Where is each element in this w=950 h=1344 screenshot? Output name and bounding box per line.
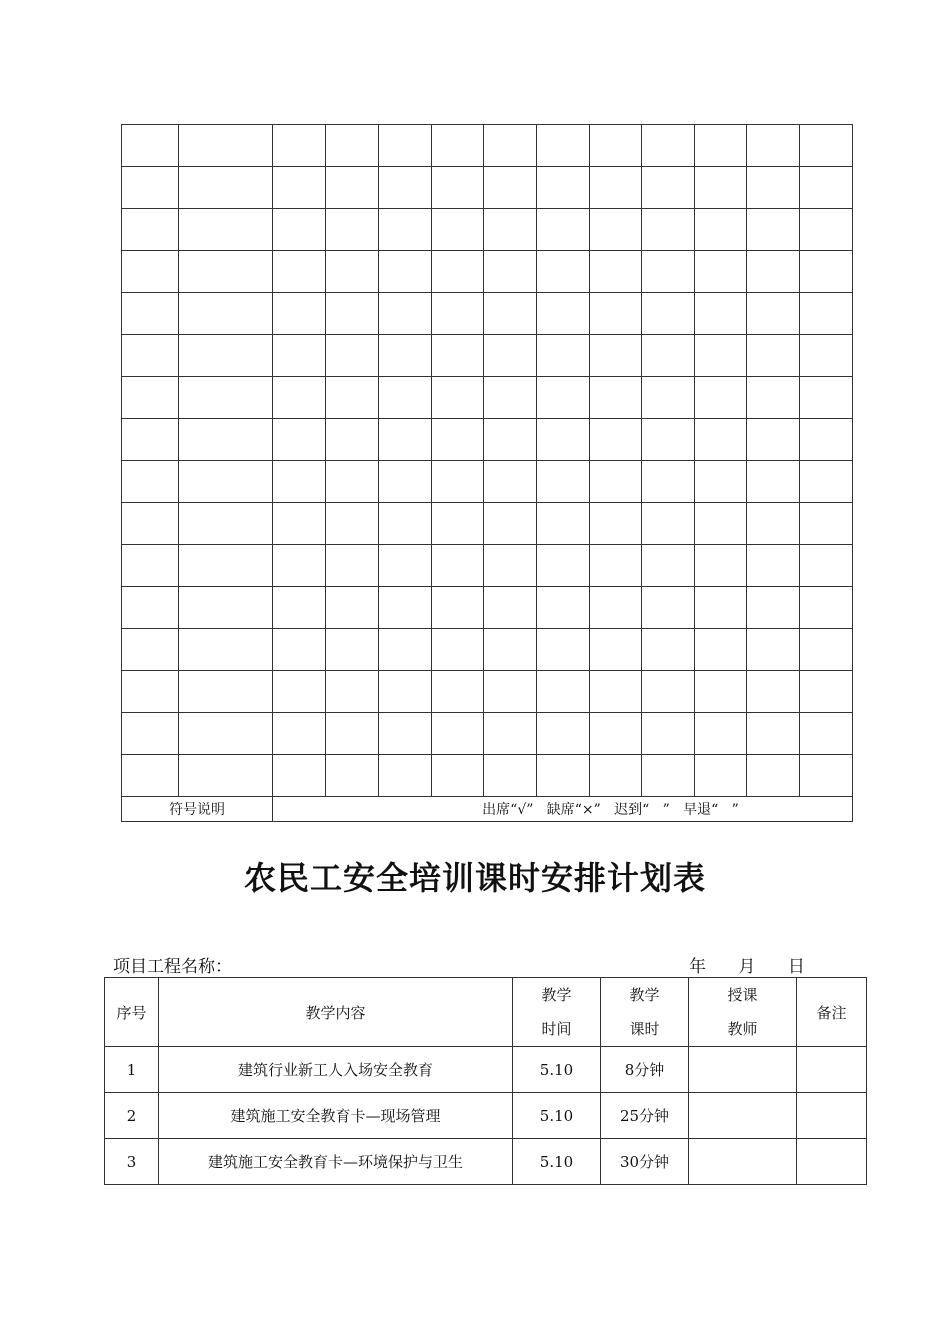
attendance-cell bbox=[642, 545, 695, 587]
attendance-cell bbox=[800, 335, 853, 377]
row-hours: 30分钟 bbox=[601, 1139, 689, 1185]
attendance-cell bbox=[379, 167, 432, 209]
attendance-row bbox=[122, 125, 853, 167]
attendance-row bbox=[122, 461, 853, 503]
attendance-cell bbox=[537, 755, 590, 797]
attendance-cell bbox=[642, 755, 695, 797]
attendance-row bbox=[122, 419, 853, 461]
attendance-cell bbox=[747, 755, 800, 797]
attendance-cell bbox=[695, 461, 747, 503]
attendance-cell bbox=[484, 335, 537, 377]
attendance-cell bbox=[379, 251, 432, 293]
attendance-cell bbox=[590, 335, 642, 377]
attendance-cell bbox=[590, 251, 642, 293]
attendance-cell bbox=[432, 755, 484, 797]
attendance-cell bbox=[695, 167, 747, 209]
project-name-label: 项目工程名称： bbox=[113, 957, 232, 977]
attendance-cell bbox=[590, 125, 642, 167]
attendance-cell bbox=[179, 713, 273, 755]
attendance-cell bbox=[642, 461, 695, 503]
attendance-cell bbox=[179, 251, 273, 293]
row-teacher bbox=[689, 1139, 797, 1185]
attendance-cell bbox=[484, 713, 537, 755]
attendance-cell bbox=[800, 377, 853, 419]
attendance-cell bbox=[432, 671, 484, 713]
attendance-cell bbox=[537, 587, 590, 629]
attendance-cell bbox=[326, 671, 379, 713]
attendance-cell bbox=[326, 545, 379, 587]
attendance-cell bbox=[432, 503, 484, 545]
header-hours-line2: 课时 bbox=[629, 1020, 660, 1038]
attendance-cell bbox=[179, 125, 273, 167]
attendance-cell bbox=[537, 335, 590, 377]
attendance-row bbox=[122, 377, 853, 419]
attendance-cell bbox=[432, 209, 484, 251]
attendance-cell bbox=[273, 587, 326, 629]
attendance-cell bbox=[432, 293, 484, 335]
row-remark bbox=[797, 1093, 867, 1139]
attendance-cell bbox=[484, 125, 537, 167]
attendance-cell bbox=[695, 755, 747, 797]
attendance-cell bbox=[326, 461, 379, 503]
attendance-cell bbox=[590, 755, 642, 797]
attendance-cell bbox=[695, 503, 747, 545]
attendance-cell bbox=[537, 377, 590, 419]
row-hours: 25分钟 bbox=[601, 1093, 689, 1139]
attendance-cell bbox=[122, 209, 179, 251]
attendance-cell bbox=[642, 335, 695, 377]
attendance-cell bbox=[432, 251, 484, 293]
header-teacher-line1: 授课 bbox=[727, 986, 758, 1004]
header-time-line1: 教学 bbox=[541, 986, 572, 1004]
attendance-cell bbox=[122, 713, 179, 755]
attendance-cell bbox=[122, 251, 179, 293]
header-remark: 备注 bbox=[797, 978, 867, 1047]
attendance-cell bbox=[122, 293, 179, 335]
attendance-cell bbox=[273, 545, 326, 587]
attendance-row bbox=[122, 587, 853, 629]
attendance-cell bbox=[179, 503, 273, 545]
attendance-cell bbox=[379, 587, 432, 629]
attendance-cell bbox=[642, 377, 695, 419]
attendance-row bbox=[122, 209, 853, 251]
schedule-header-row bbox=[105, 978, 867, 1047]
attendance-cell bbox=[379, 419, 432, 461]
attendance-cell bbox=[379, 713, 432, 755]
attendance-cell bbox=[273, 167, 326, 209]
attendance-row bbox=[122, 503, 853, 545]
attendance-cell bbox=[484, 545, 537, 587]
attendance-cell bbox=[590, 503, 642, 545]
attendance-cell bbox=[432, 335, 484, 377]
attendance-cell bbox=[179, 461, 273, 503]
attendance-cell bbox=[747, 377, 800, 419]
page-title: 农民工安全培训课时安排计划表 bbox=[243, 859, 706, 897]
row-teacher bbox=[689, 1093, 797, 1139]
attendance-cell bbox=[273, 503, 326, 545]
attendance-grid bbox=[121, 124, 853, 822]
attendance-cell bbox=[379, 545, 432, 587]
attendance-cell bbox=[800, 251, 853, 293]
attendance-cell bbox=[179, 293, 273, 335]
attendance-cell bbox=[484, 167, 537, 209]
attendance-cell bbox=[800, 461, 853, 503]
attendance-cell bbox=[642, 713, 695, 755]
attendance-cell bbox=[590, 419, 642, 461]
attendance-cell bbox=[642, 209, 695, 251]
attendance-cell bbox=[747, 125, 800, 167]
attendance-cell bbox=[326, 713, 379, 755]
attendance-cell bbox=[800, 293, 853, 335]
attendance-cell bbox=[179, 209, 273, 251]
attendance-cell bbox=[695, 377, 747, 419]
attendance-row bbox=[122, 755, 853, 797]
attendance-cell bbox=[379, 755, 432, 797]
attendance-cell bbox=[122, 461, 179, 503]
row-remark bbox=[797, 1139, 867, 1185]
attendance-cell bbox=[122, 125, 179, 167]
attendance-cell bbox=[695, 419, 747, 461]
attendance-cell bbox=[273, 125, 326, 167]
attendance-cell bbox=[590, 209, 642, 251]
attendance-cell bbox=[179, 335, 273, 377]
attendance-cell bbox=[326, 419, 379, 461]
attendance-cell bbox=[642, 629, 695, 671]
attendance-cell bbox=[747, 503, 800, 545]
attendance-cell bbox=[273, 293, 326, 335]
header-time-line2: 时间 bbox=[541, 1020, 572, 1038]
attendance-cell bbox=[432, 713, 484, 755]
attendance-cell bbox=[590, 629, 642, 671]
row-no: 3 bbox=[105, 1139, 159, 1185]
schedule-table bbox=[104, 977, 867, 1185]
attendance-cell bbox=[800, 167, 853, 209]
attendance-cell bbox=[484, 377, 537, 419]
attendance-cell bbox=[590, 713, 642, 755]
row-content: 建筑行业新工人入场安全教育 bbox=[159, 1047, 513, 1093]
attendance-cell bbox=[747, 209, 800, 251]
attendance-cell bbox=[590, 545, 642, 587]
row-hours: 8分钟 bbox=[601, 1047, 689, 1093]
header-teacher-line2: 教师 bbox=[727, 1020, 758, 1038]
attendance-cell bbox=[122, 419, 179, 461]
attendance-cell bbox=[122, 503, 179, 545]
attendance-cell bbox=[484, 587, 537, 629]
attendance-cell bbox=[537, 125, 590, 167]
attendance-cell bbox=[379, 629, 432, 671]
attendance-cell bbox=[695, 335, 747, 377]
attendance-cell bbox=[326, 251, 379, 293]
attendance-row bbox=[122, 251, 853, 293]
attendance-cell bbox=[379, 125, 432, 167]
attendance-cell bbox=[642, 125, 695, 167]
legend-row bbox=[122, 797, 853, 822]
attendance-cell bbox=[800, 713, 853, 755]
attendance-cell bbox=[642, 587, 695, 629]
attendance-cell bbox=[273, 671, 326, 713]
attendance-cell bbox=[537, 209, 590, 251]
attendance-cell bbox=[484, 671, 537, 713]
attendance-cell bbox=[747, 335, 800, 377]
attendance-cell bbox=[122, 545, 179, 587]
attendance-cell bbox=[590, 293, 642, 335]
attendance-cell bbox=[379, 461, 432, 503]
attendance-cell bbox=[122, 629, 179, 671]
attendance-cell bbox=[642, 293, 695, 335]
header-content: 教学内容 bbox=[159, 978, 513, 1047]
attendance-cell bbox=[537, 293, 590, 335]
attendance-cell bbox=[432, 461, 484, 503]
attendance-cell bbox=[590, 671, 642, 713]
attendance-cell bbox=[642, 671, 695, 713]
attendance-cell bbox=[122, 671, 179, 713]
attendance-cell bbox=[326, 377, 379, 419]
attendance-cell bbox=[273, 461, 326, 503]
attendance-cell bbox=[590, 167, 642, 209]
attendance-cell bbox=[122, 755, 179, 797]
attendance-cell bbox=[537, 503, 590, 545]
attendance-cell bbox=[379, 209, 432, 251]
table-row bbox=[105, 1093, 867, 1139]
attendance-cell bbox=[642, 503, 695, 545]
attendance-cell bbox=[326, 503, 379, 545]
attendance-cell bbox=[800, 209, 853, 251]
attendance-cell bbox=[747, 587, 800, 629]
row-remark bbox=[797, 1047, 867, 1093]
attendance-cell bbox=[326, 335, 379, 377]
row-time: 5.10 bbox=[513, 1047, 601, 1093]
header-hours-line1: 教学 bbox=[629, 986, 660, 1004]
attendance-cell bbox=[379, 377, 432, 419]
attendance-cell bbox=[747, 293, 800, 335]
header-no: 序号 bbox=[105, 978, 159, 1047]
header-hours bbox=[601, 978, 689, 1047]
attendance-cell bbox=[326, 167, 379, 209]
attendance-cell bbox=[537, 629, 590, 671]
attendance-cell bbox=[695, 293, 747, 335]
attendance-cell bbox=[179, 167, 273, 209]
attendance-cell bbox=[695, 251, 747, 293]
attendance-cell bbox=[695, 713, 747, 755]
attendance-cell bbox=[800, 587, 853, 629]
attendance-cell bbox=[122, 377, 179, 419]
attendance-cell bbox=[537, 251, 590, 293]
attendance-cell bbox=[379, 335, 432, 377]
attendance-row bbox=[122, 671, 853, 713]
attendance-cell bbox=[800, 671, 853, 713]
attendance-cell bbox=[179, 377, 273, 419]
attendance-cell bbox=[800, 629, 853, 671]
row-no: 1 bbox=[105, 1047, 159, 1093]
attendance-cell bbox=[179, 545, 273, 587]
attendance-cell bbox=[695, 587, 747, 629]
attendance-cell bbox=[379, 503, 432, 545]
attendance-cell bbox=[590, 461, 642, 503]
attendance-cell bbox=[179, 671, 273, 713]
attendance-cell bbox=[484, 503, 537, 545]
attendance-cell bbox=[379, 671, 432, 713]
row-time: 5.10 bbox=[513, 1139, 601, 1185]
attendance-cell bbox=[484, 293, 537, 335]
attendance-cell bbox=[326, 629, 379, 671]
attendance-cell bbox=[590, 587, 642, 629]
attendance-cell bbox=[537, 419, 590, 461]
attendance-cell bbox=[273, 377, 326, 419]
attendance-cell bbox=[484, 251, 537, 293]
attendance-row bbox=[122, 293, 853, 335]
attendance-cell bbox=[747, 251, 800, 293]
attendance-cell bbox=[747, 713, 800, 755]
attendance-cell bbox=[326, 587, 379, 629]
attendance-cell bbox=[537, 167, 590, 209]
attendance-cell bbox=[537, 461, 590, 503]
row-no: 2 bbox=[105, 1093, 159, 1139]
attendance-cell bbox=[800, 755, 853, 797]
attendance-cell bbox=[273, 713, 326, 755]
header-time bbox=[513, 978, 601, 1047]
attendance-row bbox=[122, 629, 853, 671]
attendance-cell bbox=[432, 629, 484, 671]
attendance-cell bbox=[432, 125, 484, 167]
table-row bbox=[105, 1139, 867, 1185]
attendance-cell bbox=[273, 755, 326, 797]
attendance-cell bbox=[273, 419, 326, 461]
attendance-cell bbox=[800, 125, 853, 167]
attendance-cell bbox=[484, 209, 537, 251]
attendance-cell bbox=[800, 545, 853, 587]
attendance-cell bbox=[537, 671, 590, 713]
attendance-row bbox=[122, 545, 853, 587]
attendance-row bbox=[122, 167, 853, 209]
row-content: 建筑施工安全教育卡—环境保护与卫生 bbox=[159, 1139, 513, 1185]
attendance-cell bbox=[122, 335, 179, 377]
attendance-cell bbox=[179, 419, 273, 461]
attendance-cell bbox=[695, 545, 747, 587]
legend-text: 出席“√” 缺席“×” 迟到“ ” 早退“ ” bbox=[273, 797, 853, 822]
attendance-cell bbox=[747, 167, 800, 209]
attendance-cell bbox=[179, 755, 273, 797]
attendance-cell bbox=[642, 419, 695, 461]
attendance-cell bbox=[432, 545, 484, 587]
row-teacher bbox=[689, 1047, 797, 1093]
attendance-cell bbox=[273, 335, 326, 377]
legend-label: 符号说明 bbox=[122, 797, 273, 822]
attendance-cell bbox=[122, 167, 179, 209]
attendance-cell bbox=[484, 755, 537, 797]
attendance-cell bbox=[273, 629, 326, 671]
attendance-cell bbox=[273, 251, 326, 293]
attendance-cell bbox=[590, 377, 642, 419]
attendance-cell bbox=[484, 419, 537, 461]
attendance-cell bbox=[432, 167, 484, 209]
attendance-cell bbox=[432, 377, 484, 419]
row-content: 建筑施工安全教育卡—现场管理 bbox=[159, 1093, 513, 1139]
attendance-cell bbox=[273, 209, 326, 251]
attendance-cell bbox=[484, 461, 537, 503]
row-time: 5.10 bbox=[513, 1093, 601, 1139]
attendance-cell bbox=[326, 293, 379, 335]
date-label: 年 月 日 bbox=[689, 957, 805, 977]
attendance-cell bbox=[695, 125, 747, 167]
attendance-row bbox=[122, 713, 853, 755]
attendance-cell bbox=[326, 125, 379, 167]
table-row bbox=[105, 1047, 867, 1093]
attendance-cell bbox=[179, 587, 273, 629]
attendance-cell bbox=[747, 419, 800, 461]
attendance-cell bbox=[122, 587, 179, 629]
attendance-cell bbox=[537, 713, 590, 755]
attendance-cell bbox=[695, 629, 747, 671]
attendance-cell bbox=[800, 503, 853, 545]
attendance-row bbox=[122, 335, 853, 377]
attendance-cell bbox=[695, 209, 747, 251]
attendance-cell bbox=[432, 419, 484, 461]
attendance-cell bbox=[379, 293, 432, 335]
header-teacher bbox=[689, 978, 797, 1047]
attendance-cell bbox=[484, 629, 537, 671]
attendance-cell bbox=[747, 545, 800, 587]
attendance-cell bbox=[326, 209, 379, 251]
attendance-cell bbox=[642, 251, 695, 293]
attendance-cell bbox=[179, 629, 273, 671]
attendance-cell bbox=[747, 629, 800, 671]
attendance-cell bbox=[747, 671, 800, 713]
attendance-cell bbox=[432, 587, 484, 629]
attendance-cell bbox=[800, 419, 853, 461]
attendance-cell bbox=[695, 671, 747, 713]
attendance-cell bbox=[537, 545, 590, 587]
attendance-cell bbox=[326, 755, 379, 797]
attendance-cell bbox=[747, 461, 800, 503]
attendance-cell bbox=[642, 167, 695, 209]
